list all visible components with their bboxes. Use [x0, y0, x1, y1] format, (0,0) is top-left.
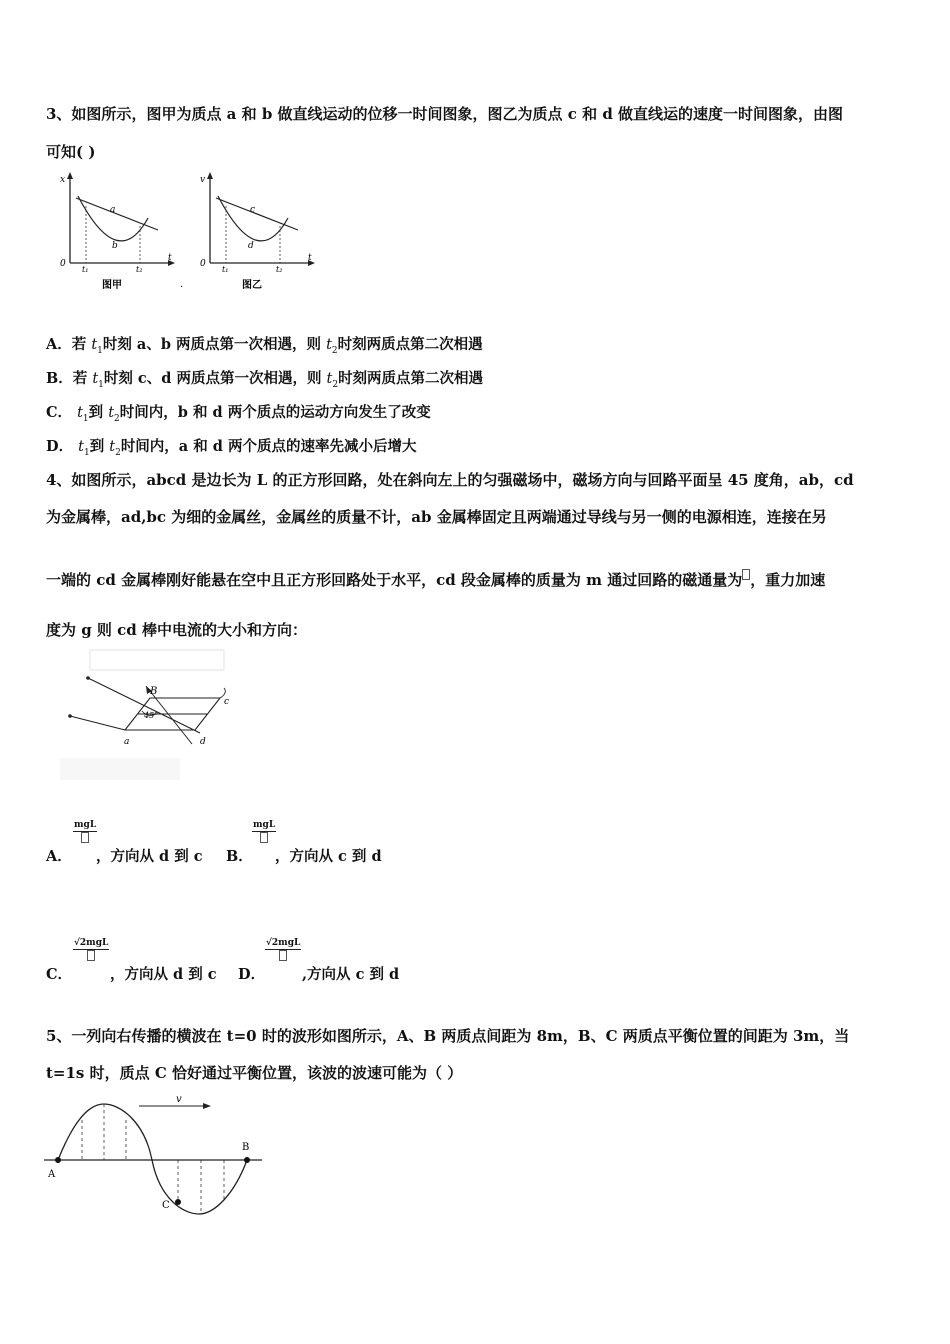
q4-option-d[interactable]: [238, 963, 265, 984]
q4-option-d-label: D．: [238, 966, 266, 983]
q5-fig-label-a: A: [48, 1169, 56, 1180]
flux-symbol-icon: [87, 950, 95, 961]
q3-option-d-t1-var: t: [78, 439, 84, 455]
q3-option-c-mid: 到: [88, 404, 109, 421]
q4-option-b-label: B．: [226, 848, 253, 865]
q3-fig-yi-origin: 0: [200, 259, 206, 269]
q5-stem-line1: 5、一列向右传播的横波在 t=0 时的波形如图所示，A、B 两质点间距为 8m，B、C 两质点平衡位置的间距为 3m，当: [46, 1027, 850, 1045]
q3-figure-yi: [188, 168, 316, 298]
q4-option-a-label: A．: [46, 848, 72, 865]
q3-option-b-t2-var: t: [326, 371, 333, 387]
q4-fig-label-d: d: [200, 737, 206, 747]
q3-fig-jia-curve-b: b: [112, 241, 118, 251]
q3-fig-yi-xlabel: t: [308, 253, 312, 263]
q4-option-b-text: ，方向从 c 到 d: [275, 848, 382, 865]
q4-option-c-label: C．: [46, 966, 73, 983]
q3-option-d-t2-sub: 2: [115, 447, 121, 458]
q4-stem-line3-text: 一端的 cd 金属棒刚好能悬在空中且正方形回路处于水平，cd 段金属棒的质量为 m 通过回路的磁通量为: [46, 571, 743, 589]
q3-fig-jia-t1: t₁: [82, 265, 89, 274]
q4-option-d-fraction: [265, 938, 301, 961]
q3-option-c-prefix: C．: [46, 404, 78, 421]
q3-option-d-t2-var: t: [109, 439, 116, 455]
q3-option-b-end: 时刻两质点第二次相遇: [338, 370, 484, 387]
flux-symbol-icon: [260, 832, 268, 843]
q3-option-a-t1-var: t: [91, 337, 98, 353]
q4-stem-line1: 4、如图所示，abcd 是边长为 L 的正方形回路，处在斜向左上的匀强磁场中，磁场方向与回路平面呈 45 度角，ab，cd: [46, 471, 854, 489]
q5-wave-figure: [44, 1090, 269, 1230]
q3-fig-jia-caption: 图甲: [102, 280, 122, 291]
q3-option-b-prefix: B．若: [46, 370, 93, 387]
q3-stem-line2: 可知( ): [46, 143, 96, 161]
q3-option-d-t1-sub: 1: [83, 447, 90, 458]
q4-option-b-fraction: [252, 820, 276, 843]
q4-option-c[interactable]: [46, 963, 72, 984]
q4-option-b[interactable]: [226, 845, 253, 866]
q4-stem-line3: [46, 569, 825, 590]
q4-option-a-text: ，方向从 d 到 c: [96, 848, 203, 865]
q3-option-b[interactable]: [46, 367, 483, 390]
flux-symbol-icon: [279, 950, 287, 961]
q4-stem-line2: 为金属棒，ad,bc 为细的金属丝，金属丝的质量不计，ab 金属棒固定且两端通过导线与另一侧的电源相连，连接在另: [46, 508, 827, 526]
q3-fig-yi-curve-c: c: [250, 205, 256, 215]
q4-option-a-fraction: [73, 820, 97, 843]
q3-fig-yi-caption: 图乙: [242, 280, 262, 291]
q3-figure-jia: [48, 168, 176, 298]
q3-option-d[interactable]: [46, 435, 417, 458]
q3-option-a-end: 时刻两质点第二次相遇: [337, 336, 483, 353]
q3-option-c-t1-var: t: [77, 405, 83, 421]
q3-stem-line1: 3、如图所示，图甲为质点 a 和 b 做直线运动的位移一时间图象，图乙为质点 c 和 d 做直线运的速度一时间图象，由图: [46, 105, 844, 123]
q3-fig-jia-curve-a: a: [110, 205, 116, 215]
q3-option-c-end: 时间内，b 和 d 两个质点的运动方向发生了改变: [119, 404, 431, 421]
q3-option-b-t1-var: t: [92, 371, 99, 387]
q4-option-a-numerator: mgL: [74, 820, 97, 830]
q5-fig-label-b: B: [242, 1142, 250, 1153]
q3-fig-jia-ylabel: x: [60, 175, 66, 185]
q3-option-a-t2-var: t: [326, 337, 332, 353]
q3-fig-jia-xlabel: t: [168, 253, 172, 263]
flux-symbol-icon: [81, 832, 89, 843]
q3-option-d-end: 时间内，a 和 d 两个质点的速率先减小后增大: [120, 438, 417, 455]
q4-stem-line4: 度为 g 则 cd 棒中电流的大小和方向：: [46, 621, 308, 639]
q3-fig-yi-curve-d: d: [248, 241, 254, 251]
q3-option-b-t2-sub: 2: [332, 379, 339, 390]
q4-fig-label-a: a: [124, 737, 130, 747]
q3-option-a-t1-sub: 1: [97, 345, 103, 356]
dot-separator: ·: [180, 282, 184, 293]
q3-option-d-prefix: D．: [46, 438, 79, 455]
q3-fig-yi-t1: t₁: [222, 265, 229, 274]
q3-fig-jia-origin: 0: [60, 259, 66, 269]
q3-fig-yi-ylabel: v: [200, 175, 206, 185]
q3-fig-jia-t2: t₂: [136, 265, 143, 274]
q4-option-d-numerator: √2mgL: [266, 938, 301, 948]
q4-fig-label-angle: 45°: [144, 711, 159, 720]
q3-option-b-mid: 时刻 c、d 两质点第一次相遇，则: [103, 370, 327, 387]
q3-fig-yi-t2: t₂: [276, 265, 283, 274]
q5-fig-label-v: v: [176, 1094, 182, 1105]
q5-stem-line2: t=1s 时，质点 C 恰好通过平衡位置，该波的波速可能为（ ）: [46, 1064, 463, 1082]
q3-option-a-mid: 时刻 a、b 两质点第一次相遇，则: [102, 336, 327, 353]
q3-option-c[interactable]: [46, 401, 431, 424]
q4-option-c-fraction: [73, 938, 109, 961]
q4-stem-line3-end: ，重力加速: [750, 571, 826, 589]
q3-option-c-t1-sub: 1: [82, 413, 89, 424]
q4-figure: [60, 648, 240, 788]
q4-option-a[interactable]: [46, 845, 72, 866]
q5-fig-label-c: C: [162, 1200, 170, 1211]
q3-option-d-mid: 到: [89, 438, 110, 455]
q3-option-c-t2-var: t: [108, 405, 115, 421]
q4-option-c-text: ，方向从 d 到 c: [110, 966, 217, 983]
q3-option-a-t2-sub: 2: [331, 345, 338, 356]
q4-option-d-text: ,方向从 c 到 d: [302, 966, 400, 983]
q3-option-c-t2-sub: 2: [114, 413, 120, 424]
q3-option-b-t1-sub: 1: [98, 379, 104, 390]
q3-option-a[interactable]: [46, 333, 483, 356]
q3-option-a-prefix: A．若: [46, 336, 92, 353]
q4-option-c-numerator: √2mgL: [74, 938, 109, 948]
q4-option-b-numerator: mgL: [253, 820, 276, 830]
q4-fig-label-c: c: [224, 697, 230, 707]
q4-fig-label-b: B: [150, 686, 158, 697]
